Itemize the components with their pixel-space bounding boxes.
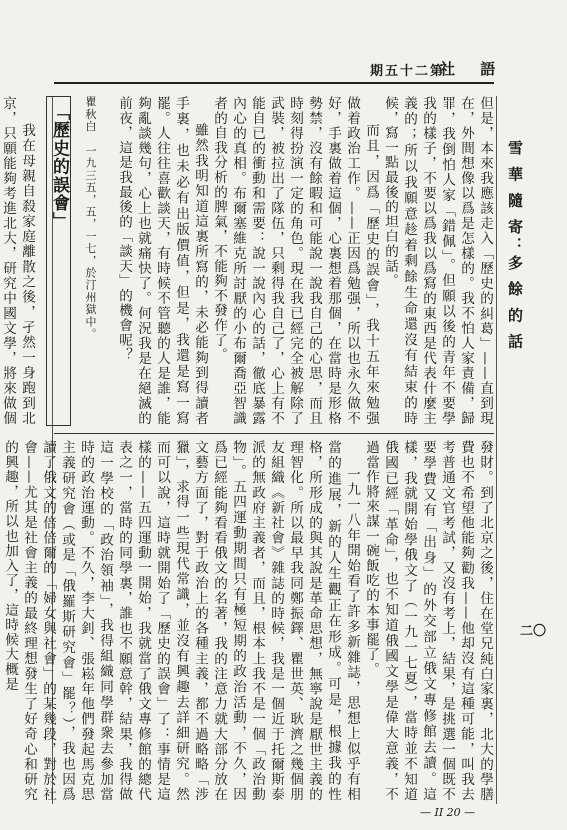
page-number: 二〇 xyxy=(520,624,547,639)
section-title: 「歷史的誤會」 xyxy=(46,96,71,426)
right-border xyxy=(496,96,497,804)
paragraph: 發財。到了北京之後，住在堂兄純白家裏，北大的學膳費也不希望他能夠勸我——他却沒有這種可能，叫我去考普通文官考試，又沒有考上，結果，是挑選一個既不要學費又有「出身」的外交部立俄文專修館去讀。這樣，我就開始學俄文了（一九一七夏），當時並不知道俄國已經「革命」，也不知道俄國文學是偉大意義，不過當作將來謀一碗飯吃的本事罷了。 xyxy=(363,440,493,802)
page-footer: — II 20 — xyxy=(420,806,476,819)
issue-label: 期五十二第 xyxy=(370,64,446,79)
page-header xyxy=(0,54,567,84)
paragraph: 一九一八年開始看了許多新雜誌，思想上似乎有相當的進展，新的人生觀正在形成。可是，根據我的性格，所形成的與其說是革命思想，無寧說是厭世主義的理智化。所以最早我同鄭振鐸、瞿世英、耿濟之幾個朋友組織《新社會》雜誌的時候，我是一個近于托爾斯泰派的無政府主義者，而且，根本上我不是一個「政治動物」。五四運動期間只有極短期的政治活動，不久，因爲已經能夠看看俄文的名著，我的注意力就大部分放在文藝方面了，對于政治上的各種主義，都不過略略「涉獵」，求得一些現代常識，並沒有興趣去詳細研究。然而可以說，這時就開始了「歷史的誤會」了：事情是這樣的——五四運動一開始，我就當了俄文專修館的總代表之一，當時的同學裏，誰也不願意幹，結果，我得做這一學校的「政治領袖」，我得組織同學群衆去參加當時的政治運動。不久，李大釗、張崧年他們發起馬克思主義研究會（或是「俄羅斯研究會」罷？），我也因爲讀了俄文的倍倍爾的「婦女與社會」的某幾段，對於社會——尤其是社會主義的最終理想發生了好奇心和研究的興趣，所以也加入了，這時候大概是 xyxy=(2,440,360,802)
paragraph: 但是，本來我應該走入「歷史的糾葛」——直到現在，外間想像以爲是怎樣的。我不怕人家責備，歸罪，我倒怕人家「錯佩」。但願以後的青年不要學我的樣子，不要以爲我以爲寫的東西是代表什麼主義的；所以我願意趁着剩餘生命還沒有結束的時候，寫一點最後的坦白的話。 xyxy=(382,96,493,426)
paragraph: 而且，因爲「歷史的誤會」，我十五年來勉强做着政治工作。——正因爲勉强，所以也永久做不好，手裏做着這個，心裏想着那個，在當時是形格勢禁，沒有餘暇和可能說一說我自己的心思，而且時刻得扮演一定的角色。現在我已經完全被解除了武裝，被拉出了隊伍，只剩得我自己了，心上有不能自已的衝動和需要：說一說內心的話，徹底暴露內心的真相。布爾塞維克所討厭的小布爾喬亞智識者的自我分析的脾氣，不能夠不發作了。 xyxy=(211,96,379,426)
top-section xyxy=(0,96,494,426)
paragraph: 雖然我明知道這裏所寫的，未必能夠到得讀者手裏，也未必有出版價值，但是，我還是寫一寫罷。人往往喜歡談天，有時候不管聽的人是誰，能夠亂談幾句，心上也就痛快了。何況我是在絕滅的前夜，這是我最後的「談天」的機會呢？ xyxy=(116,96,208,426)
header-rule xyxy=(54,82,494,84)
paragraph: 我在母親自殺家庭離散之後，孑然一身跑到北京，只願能夠考進北大，研究中國文學，將來做個 xyxy=(0,96,35,426)
bottom-section xyxy=(2,440,494,802)
running-title: 雪 華 隨 寄：多 餘 的 話 xyxy=(506,140,524,352)
section-divider xyxy=(54,433,494,434)
signature: 瞿秋白 一九三五，五，一七，於汀州獄中。 xyxy=(84,96,97,340)
publication-name: 社 語 xyxy=(440,60,506,78)
